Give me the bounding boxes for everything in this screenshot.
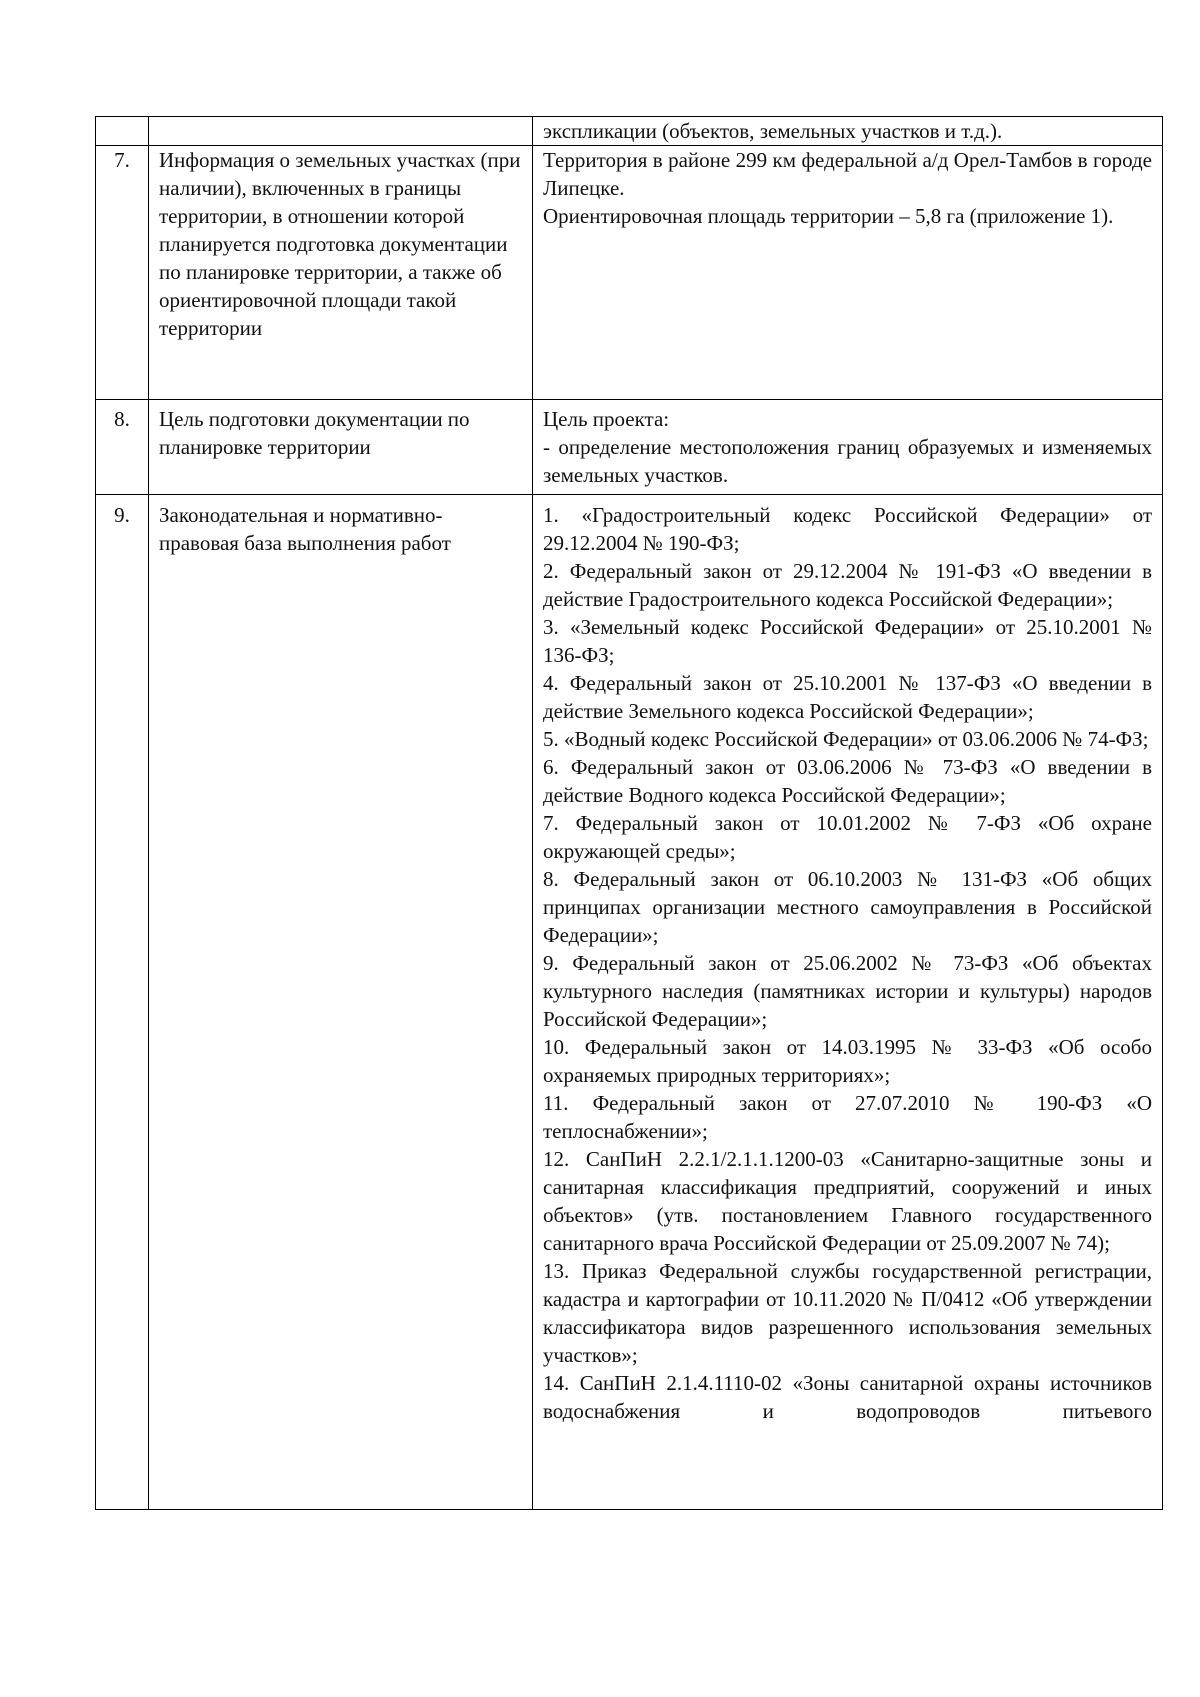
list-item: 9. Федеральный закон от 25.06.2002 № 73-ФЗ «Об объектах культурного наследия (памятниках истории и культуры) народов Российской Федерации»; [543, 951, 1152, 1031]
list-item: 4. Федеральный закон от 25.10.2001 № 137-ФЗ «О введении в действие Земельного кодекса Российской Федерации»; [543, 671, 1152, 723]
row-number [96, 117, 149, 146]
row-number: 9. [96, 495, 149, 1510]
table-row [96, 400, 1163, 495]
row-title [149, 117, 533, 146]
row-value [533, 495, 1163, 1510]
legal-basis-list [543, 501, 1152, 1425]
value-paragraph: Ориентировочная площадь территории – 5,8 га (приложение 1). [543, 204, 1114, 228]
row-value [533, 400, 1163, 495]
list-item: 12. СанПиН 2.2.1/2.1.1.1200-03 «Санитарно-защитные зоны и санитарная классификация предприятий, сооружений и иных объектов» (утв. постановлением Главного государственного санитарного врача Российской Федерации от 25.09.2007 № 74); [543, 1147, 1152, 1255]
row-title: Цель подготовки документации по планировке территории [149, 400, 533, 495]
list-item: 3. «Земельный кодекс Российской Федерации» от 25.10.2001 № 136-ФЗ; [543, 615, 1152, 667]
list-item: 13. Приказ Федеральной службы государственной регистрации, кадастра и картографии от 10.11.2020 № П/0412 «Об утверждении классификатора видов разрешенного использования земельных участков»; [543, 1259, 1152, 1367]
row-title: Законодательная и нормативно-правовая база выполнения работ [149, 495, 533, 1510]
row-value [533, 146, 1163, 400]
list-item: 1. «Градостроительный кодекс Российской Федерации» от 29.12.2004 № 190-ФЗ; [543, 503, 1152, 555]
list-item: 11. Федеральный закон от 27.07.2010 № 190-ФЗ «О теплоснабжении»; [543, 1091, 1152, 1143]
list-item: 5. «Водный кодекс Российской Федерации» от 03.06.2006 № 74-ФЗ; [543, 727, 1149, 751]
table-row [96, 146, 1163, 400]
table-row [96, 117, 1163, 146]
table-row [96, 495, 1163, 1510]
value-paragraph: экспликации (объектов, земельных участков и т.д.). [543, 119, 1003, 143]
list-item: 2. Федеральный закон от 29.12.2004 № 191-ФЗ «О введении в действие Градостроительного кодекса Российской Федерации»; [543, 559, 1152, 611]
value-paragraph: Территория в районе 299 км федеральной а/д Орел-Тамбов в городе Липецке. [543, 148, 1152, 200]
row-value [533, 117, 1163, 146]
requirements-table [95, 116, 1163, 1510]
row-number: 7. [96, 146, 149, 400]
list-item: 7. Федеральный закон от 10.01.2002 № 7-ФЗ «Об охране окружающей среды»; [543, 811, 1152, 863]
document-page [95, 116, 1162, 1510]
value-paragraph: - определение местоположения границ образуемых и изменяемых земельных участков. [543, 435, 1152, 487]
list-item: 14. СанПиН 2.1.4.1110-02 «Зоны санитарной охраны источников водоснабжения и водопроводов питьевого [543, 1371, 1152, 1423]
list-item: 10. Федеральный закон от 14.03.1995 № 33-ФЗ «Об особо охраняемых природных территориях»; [543, 1035, 1152, 1087]
list-item: 6. Федеральный закон от 03.06.2006 № 73-ФЗ «О введении в действие Водного кодекса Российской Федерации»; [543, 755, 1152, 807]
value-paragraph: Цель проекта: [543, 407, 670, 431]
row-title: Информация о земельных участках (при наличии), включенных в границы территории, в отношении которой планируется подготовка документации по планировке территории, а также об ориентировочной площади такой территории [149, 146, 533, 400]
row-number: 8. [96, 400, 149, 495]
list-item: 8. Федеральный закон от 06.10.2003 № 131-ФЗ «Об общих принципах организации местного самоуправления в Российской Федерации»; [543, 867, 1152, 947]
